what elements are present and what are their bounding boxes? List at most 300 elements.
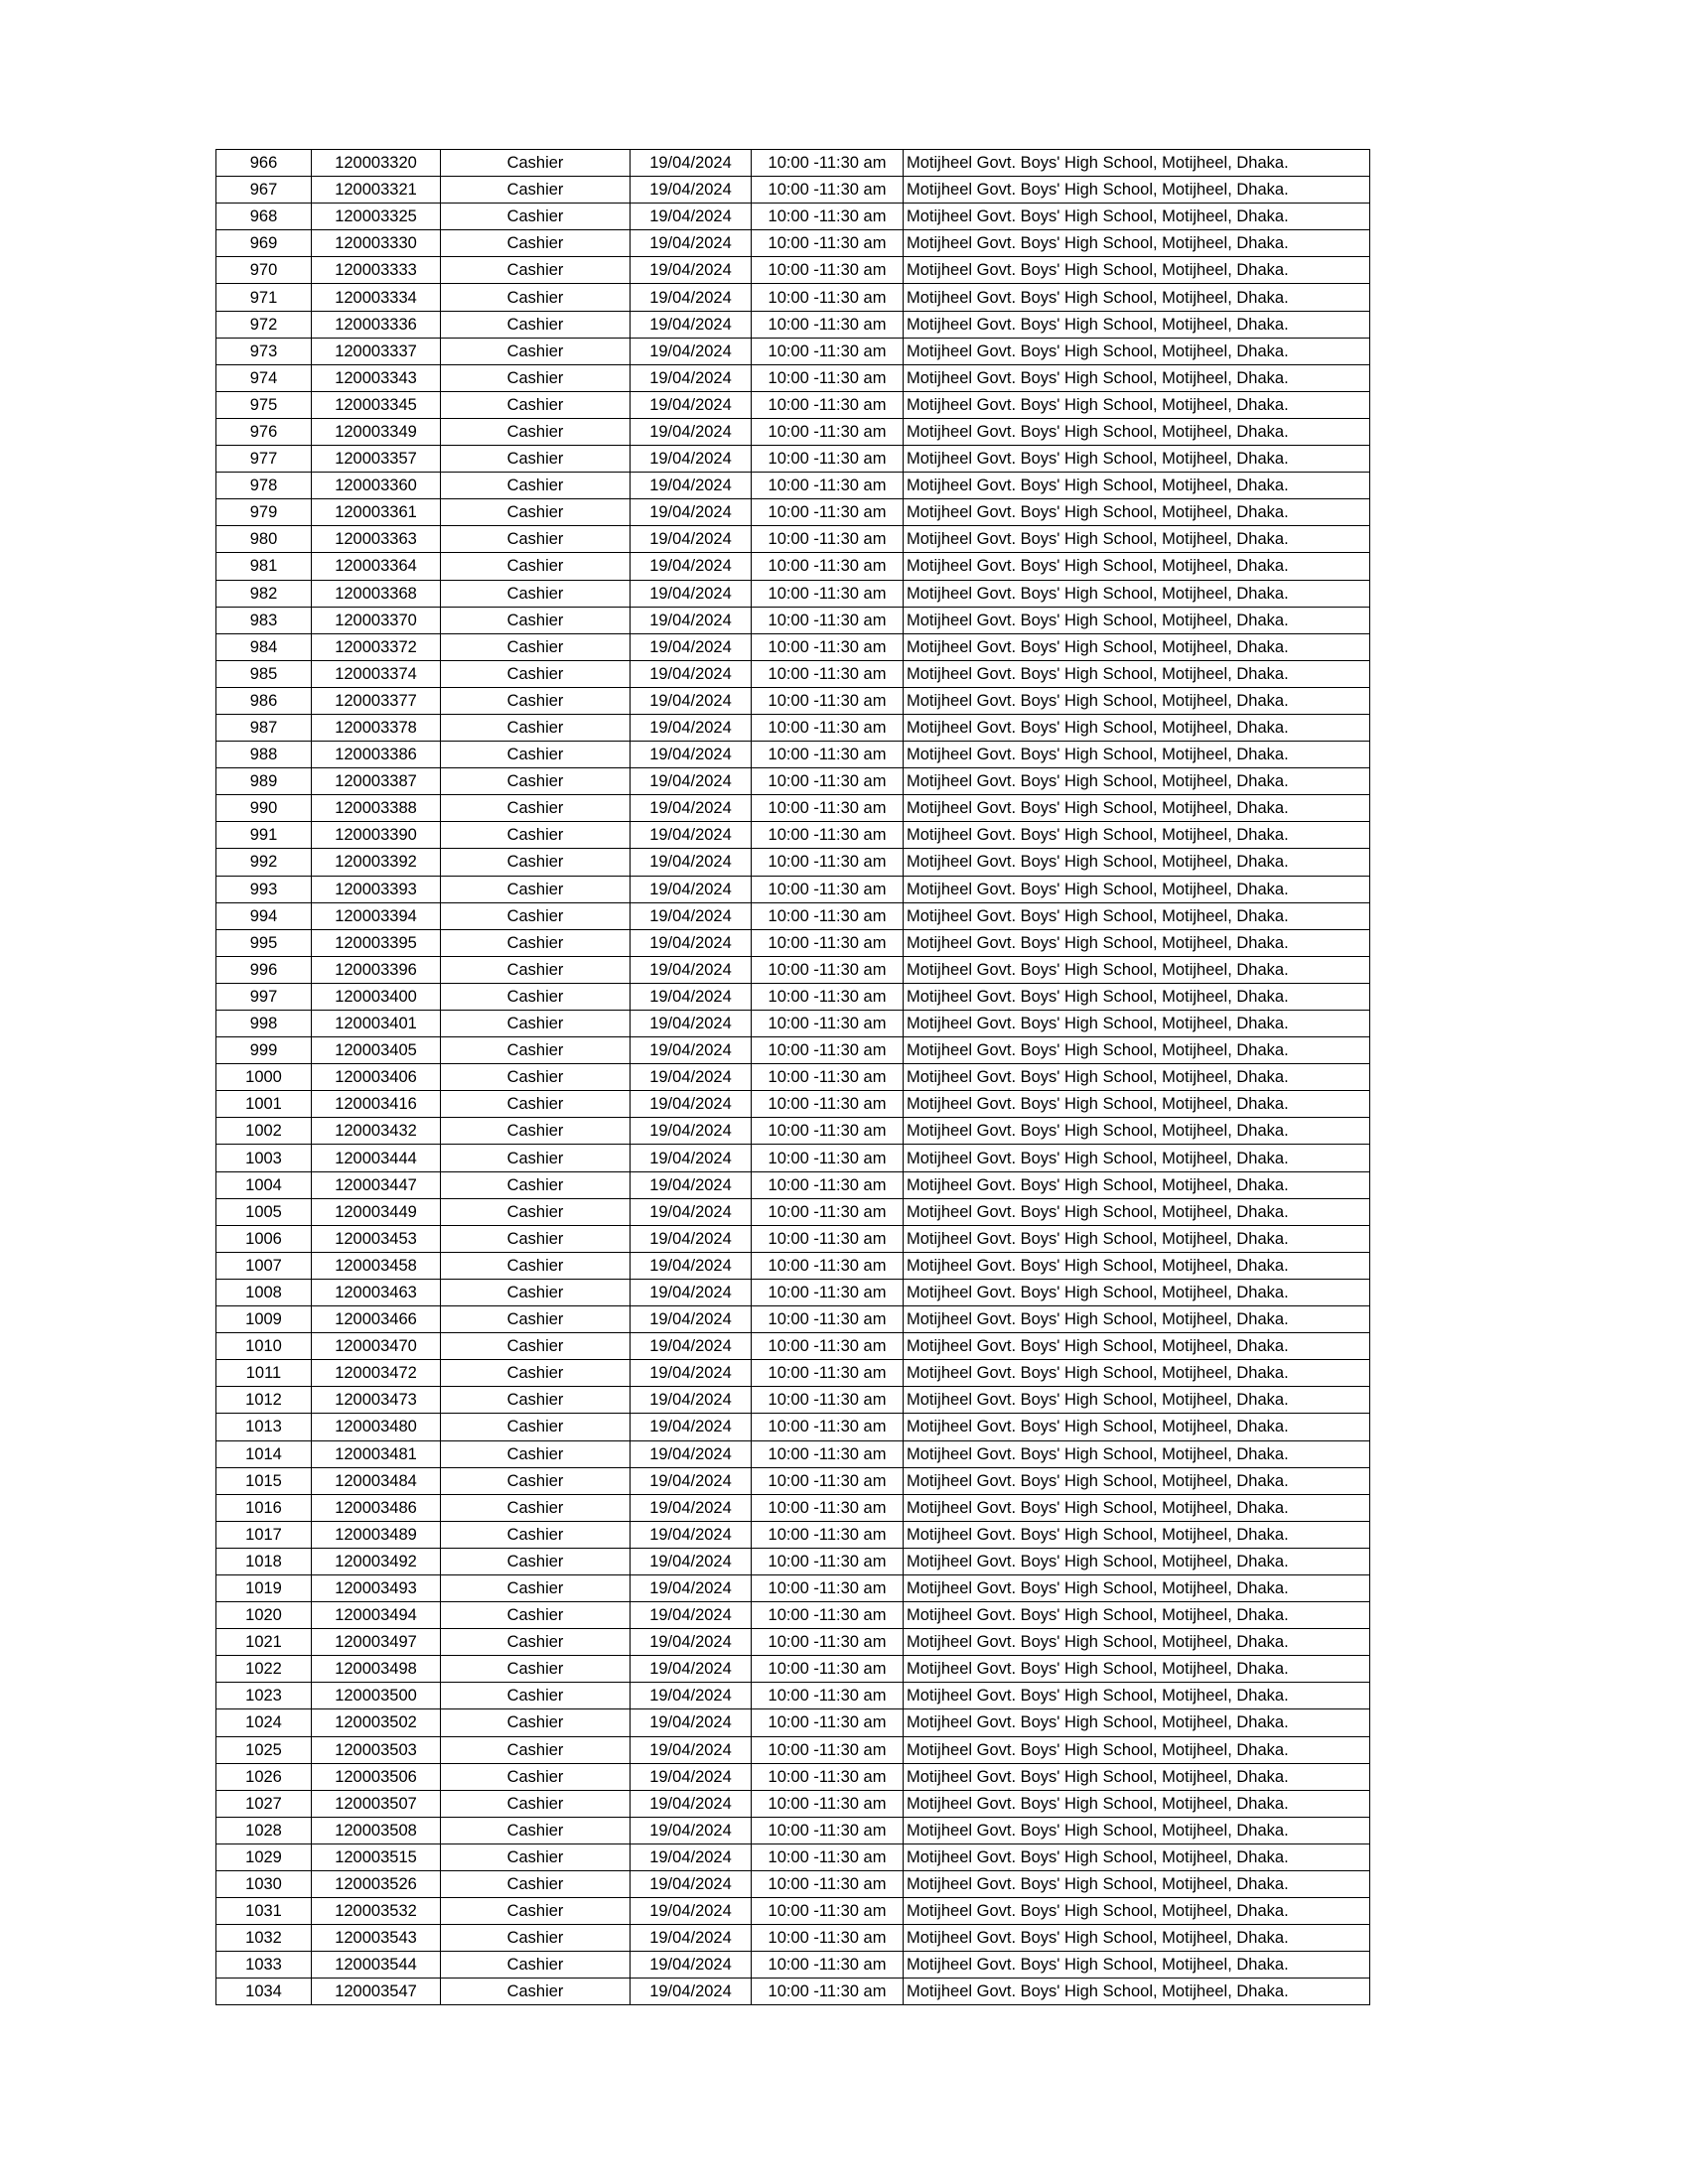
exam-time-cell: 10:00 -11:30 am xyxy=(752,580,904,607)
table-row xyxy=(216,1979,1370,2005)
venue-cell: Motijheel Govt. Boys' High School, Motijheel, Dhaka. xyxy=(904,849,1370,876)
table-row xyxy=(216,902,1370,929)
venue-cell: Motijheel Govt. Boys' High School, Motijheel, Dhaka. xyxy=(904,1709,1370,1736)
roll-number-cell: 120003416 xyxy=(312,1091,441,1118)
exam-time-cell: 10:00 -11:30 am xyxy=(752,849,904,876)
exam-time-cell: 10:00 -11:30 am xyxy=(752,177,904,204)
serial-cell: 1009 xyxy=(216,1306,312,1333)
roll-number-cell: 120003349 xyxy=(312,418,441,445)
venue-cell: Motijheel Govt. Boys' High School, Motijheel, Dhaka. xyxy=(904,1871,1370,1898)
venue-cell: Motijheel Govt. Boys' High School, Motijheel, Dhaka. xyxy=(904,795,1370,822)
exam-date-cell: 19/04/2024 xyxy=(631,1440,752,1467)
exam-date-cell: 19/04/2024 xyxy=(631,526,752,553)
exam-time-cell: 10:00 -11:30 am xyxy=(752,1306,904,1333)
roll-number-cell: 120003330 xyxy=(312,230,441,257)
exam-date-cell: 19/04/2024 xyxy=(631,1709,752,1736)
exam-time-cell: 10:00 -11:30 am xyxy=(752,1118,904,1145)
post-cell: Cashier xyxy=(441,607,631,633)
roll-number-cell: 120003515 xyxy=(312,1843,441,1870)
serial-cell: 999 xyxy=(216,1037,312,1064)
serial-cell: 1033 xyxy=(216,1952,312,1979)
venue-cell: Motijheel Govt. Boys' High School, Motijheel, Dhaka. xyxy=(904,1467,1370,1494)
table-row xyxy=(216,1118,1370,1145)
roll-number-cell: 120003360 xyxy=(312,473,441,499)
post-cell: Cashier xyxy=(441,364,631,391)
serial-cell: 982 xyxy=(216,580,312,607)
post-cell: Cashier xyxy=(441,204,631,230)
venue-cell: Motijheel Govt. Boys' High School, Motijheel, Dhaka. xyxy=(904,902,1370,929)
roll-number-cell: 120003547 xyxy=(312,1979,441,2005)
table-row xyxy=(216,1360,1370,1387)
roll-number-cell: 120003472 xyxy=(312,1360,441,1387)
post-cell: Cashier xyxy=(441,1656,631,1683)
roll-number-cell: 120003486 xyxy=(312,1494,441,1521)
exam-time-cell: 10:00 -11:30 am xyxy=(752,1225,904,1252)
post-cell: Cashier xyxy=(441,284,631,311)
table-row xyxy=(216,553,1370,580)
post-cell: Cashier xyxy=(441,1843,631,1870)
exam-time-cell: 10:00 -11:30 am xyxy=(752,1843,904,1870)
exam-time-cell: 10:00 -11:30 am xyxy=(752,553,904,580)
post-cell: Cashier xyxy=(441,1817,631,1843)
exam-date-cell: 19/04/2024 xyxy=(631,364,752,391)
exam-time-cell: 10:00 -11:30 am xyxy=(752,284,904,311)
venue-cell: Motijheel Govt. Boys' High School, Motijheel, Dhaka. xyxy=(904,364,1370,391)
serial-cell: 973 xyxy=(216,338,312,364)
post-cell: Cashier xyxy=(441,1145,631,1171)
exam-date-cell: 19/04/2024 xyxy=(631,768,752,795)
exam-date-cell: 19/04/2024 xyxy=(631,257,752,284)
post-cell: Cashier xyxy=(441,230,631,257)
post-cell: Cashier xyxy=(441,553,631,580)
exam-time-cell: 10:00 -11:30 am xyxy=(752,1952,904,1979)
exam-time-cell: 10:00 -11:30 am xyxy=(752,391,904,418)
table-row xyxy=(216,742,1370,768)
exam-time-cell: 10:00 -11:30 am xyxy=(752,768,904,795)
table-row xyxy=(216,1011,1370,1037)
exam-time-cell: 10:00 -11:30 am xyxy=(752,1790,904,1817)
table-row xyxy=(216,1602,1370,1629)
exam-date-cell: 19/04/2024 xyxy=(631,1198,752,1225)
venue-cell: Motijheel Govt. Boys' High School, Motijheel, Dhaka. xyxy=(904,1629,1370,1656)
exam-time-cell: 10:00 -11:30 am xyxy=(752,1037,904,1064)
roll-number-cell: 120003406 xyxy=(312,1064,441,1091)
table-row xyxy=(216,1440,1370,1467)
exam-date-cell: 19/04/2024 xyxy=(631,1360,752,1387)
exam-date-cell: 19/04/2024 xyxy=(631,795,752,822)
exam-date-cell: 19/04/2024 xyxy=(631,311,752,338)
roll-number-cell: 120003503 xyxy=(312,1736,441,1763)
serial-cell: 983 xyxy=(216,607,312,633)
table-row xyxy=(216,1306,1370,1333)
table-row xyxy=(216,1763,1370,1790)
table-row xyxy=(216,607,1370,633)
exam-time-cell: 10:00 -11:30 am xyxy=(752,1387,904,1414)
table-row xyxy=(216,177,1370,204)
serial-cell: 1003 xyxy=(216,1145,312,1171)
roll-number-cell: 120003368 xyxy=(312,580,441,607)
exam-time-cell: 10:00 -11:30 am xyxy=(752,1360,904,1387)
serial-cell: 998 xyxy=(216,1011,312,1037)
venue-cell: Motijheel Govt. Boys' High School, Motijheel, Dhaka. xyxy=(904,1925,1370,1952)
roll-number-cell: 120003388 xyxy=(312,795,441,822)
post-cell: Cashier xyxy=(441,1011,631,1037)
roll-number-cell: 120003507 xyxy=(312,1790,441,1817)
exam-date-cell: 19/04/2024 xyxy=(631,1333,752,1360)
post-cell: Cashier xyxy=(441,1548,631,1574)
exam-time-cell: 10:00 -11:30 am xyxy=(752,418,904,445)
post-cell: Cashier xyxy=(441,1225,631,1252)
roll-number-cell: 120003543 xyxy=(312,1925,441,1952)
table-row xyxy=(216,1145,1370,1171)
venue-cell: Motijheel Govt. Boys' High School, Motijheel, Dhaka. xyxy=(904,1494,1370,1521)
post-cell: Cashier xyxy=(441,1360,631,1387)
post-cell: Cashier xyxy=(441,418,631,445)
seat-plan-table xyxy=(215,149,1370,2005)
exam-date-cell: 19/04/2024 xyxy=(631,929,752,956)
exam-time-cell: 10:00 -11:30 am xyxy=(752,1145,904,1171)
exam-time-cell: 10:00 -11:30 am xyxy=(752,607,904,633)
venue-cell: Motijheel Govt. Boys' High School, Motijheel, Dhaka. xyxy=(904,553,1370,580)
post-cell: Cashier xyxy=(441,1790,631,1817)
exam-date-cell: 19/04/2024 xyxy=(631,849,752,876)
exam-date-cell: 19/04/2024 xyxy=(631,1548,752,1574)
venue-cell: Motijheel Govt. Boys' High School, Motijheel, Dhaka. xyxy=(904,257,1370,284)
serial-cell: 987 xyxy=(216,714,312,741)
roll-number-cell: 120003497 xyxy=(312,1629,441,1656)
serial-cell: 984 xyxy=(216,633,312,660)
venue-cell: Motijheel Govt. Boys' High School, Motijheel, Dhaka. xyxy=(904,1387,1370,1414)
roll-number-cell: 120003508 xyxy=(312,1817,441,1843)
venue-cell: Motijheel Govt. Boys' High School, Motijheel, Dhaka. xyxy=(904,526,1370,553)
table-row xyxy=(216,795,1370,822)
table-row xyxy=(216,1548,1370,1574)
venue-cell: Motijheel Govt. Boys' High School, Motijheel, Dhaka. xyxy=(904,311,1370,338)
venue-cell: Motijheel Govt. Boys' High School, Motijheel, Dhaka. xyxy=(904,1548,1370,1574)
table-row xyxy=(216,1333,1370,1360)
post-cell: Cashier xyxy=(441,446,631,473)
post-cell: Cashier xyxy=(441,1683,631,1709)
exam-time-cell: 10:00 -11:30 am xyxy=(752,1979,904,2005)
venue-cell: Motijheel Govt. Boys' High School, Motijheel, Dhaka. xyxy=(904,204,1370,230)
roll-number-cell: 120003463 xyxy=(312,1279,441,1305)
exam-time-cell: 10:00 -11:30 am xyxy=(752,742,904,768)
venue-cell: Motijheel Govt. Boys' High School, Motijheel, Dhaka. xyxy=(904,633,1370,660)
exam-date-cell: 19/04/2024 xyxy=(631,1037,752,1064)
serial-cell: 1011 xyxy=(216,1360,312,1387)
post-cell: Cashier xyxy=(441,1871,631,1898)
post-cell: Cashier xyxy=(441,1763,631,1790)
serial-cell: 1031 xyxy=(216,1898,312,1925)
serial-cell: 977 xyxy=(216,446,312,473)
roll-number-cell: 120003526 xyxy=(312,1871,441,1898)
exam-time-cell: 10:00 -11:30 am xyxy=(752,1574,904,1601)
venue-cell: Motijheel Govt. Boys' High School, Motijheel, Dhaka. xyxy=(904,1252,1370,1279)
post-cell: Cashier xyxy=(441,1898,631,1925)
table-row xyxy=(216,1252,1370,1279)
table-row xyxy=(216,929,1370,956)
serial-cell: 1004 xyxy=(216,1171,312,1198)
table-row xyxy=(216,1925,1370,1952)
exam-date-cell: 19/04/2024 xyxy=(631,1574,752,1601)
post-cell: Cashier xyxy=(441,1467,631,1494)
exam-date-cell: 19/04/2024 xyxy=(631,902,752,929)
exam-time-cell: 10:00 -11:30 am xyxy=(752,795,904,822)
roll-number-cell: 120003361 xyxy=(312,499,441,526)
post-cell: Cashier xyxy=(441,1602,631,1629)
roll-number-cell: 120003363 xyxy=(312,526,441,553)
post-cell: Cashier xyxy=(441,1387,631,1414)
serial-cell: 1007 xyxy=(216,1252,312,1279)
post-cell: Cashier xyxy=(441,1306,631,1333)
roll-number-cell: 120003364 xyxy=(312,553,441,580)
post-cell: Cashier xyxy=(441,822,631,849)
exam-time-cell: 10:00 -11:30 am xyxy=(752,1871,904,1898)
post-cell: Cashier xyxy=(441,1521,631,1548)
venue-cell: Motijheel Govt. Boys' High School, Motijheel, Dhaka. xyxy=(904,983,1370,1010)
roll-number-cell: 120003400 xyxy=(312,983,441,1010)
post-cell: Cashier xyxy=(441,1979,631,2005)
exam-time-cell: 10:00 -11:30 am xyxy=(752,1602,904,1629)
roll-number-cell: 120003325 xyxy=(312,204,441,230)
roll-number-cell: 120003321 xyxy=(312,177,441,204)
exam-time-cell: 10:00 -11:30 am xyxy=(752,1763,904,1790)
exam-date-cell: 19/04/2024 xyxy=(631,1494,752,1521)
table-row xyxy=(216,150,1370,177)
table-row xyxy=(216,391,1370,418)
post-cell: Cashier xyxy=(441,687,631,714)
exam-time-cell: 10:00 -11:30 am xyxy=(752,257,904,284)
serial-cell: 1006 xyxy=(216,1225,312,1252)
exam-date-cell: 19/04/2024 xyxy=(631,876,752,902)
venue-cell: Motijheel Govt. Boys' High School, Motijheel, Dhaka. xyxy=(904,230,1370,257)
exam-date-cell: 19/04/2024 xyxy=(631,391,752,418)
venue-cell: Motijheel Govt. Boys' High School, Motijheel, Dhaka. xyxy=(904,1225,1370,1252)
exam-time-cell: 10:00 -11:30 am xyxy=(752,1198,904,1225)
exam-time-cell: 10:00 -11:30 am xyxy=(752,1521,904,1548)
post-cell: Cashier xyxy=(441,499,631,526)
serial-cell: 988 xyxy=(216,742,312,768)
table-row xyxy=(216,1629,1370,1656)
venue-cell: Motijheel Govt. Boys' High School, Motijheel, Dhaka. xyxy=(904,1011,1370,1037)
serial-cell: 974 xyxy=(216,364,312,391)
table-row xyxy=(216,1790,1370,1817)
exam-date-cell: 19/04/2024 xyxy=(631,1118,752,1145)
table-row xyxy=(216,1709,1370,1736)
exam-time-cell: 10:00 -11:30 am xyxy=(752,311,904,338)
roll-number-cell: 120003502 xyxy=(312,1709,441,1736)
table-row xyxy=(216,338,1370,364)
exam-date-cell: 19/04/2024 xyxy=(631,1898,752,1925)
venue-cell: Motijheel Govt. Boys' High School, Motijheel, Dhaka. xyxy=(904,446,1370,473)
roll-number-cell: 120003458 xyxy=(312,1252,441,1279)
venue-cell: Motijheel Govt. Boys' High School, Motijheel, Dhaka. xyxy=(904,391,1370,418)
exam-time-cell: 10:00 -11:30 am xyxy=(752,1683,904,1709)
serial-cell: 1025 xyxy=(216,1736,312,1763)
venue-cell: Motijheel Govt. Boys' High School, Motijheel, Dhaka. xyxy=(904,1763,1370,1790)
exam-time-cell: 10:00 -11:30 am xyxy=(752,1064,904,1091)
exam-time-cell: 10:00 -11:30 am xyxy=(752,714,904,741)
exam-time-cell: 10:00 -11:30 am xyxy=(752,1414,904,1440)
roll-number-cell: 120003453 xyxy=(312,1225,441,1252)
serial-cell: 1019 xyxy=(216,1574,312,1601)
venue-cell: Motijheel Govt. Boys' High School, Motijheel, Dhaka. xyxy=(904,1979,1370,2005)
venue-cell: Motijheel Govt. Boys' High School, Motijheel, Dhaka. xyxy=(904,1683,1370,1709)
exam-time-cell: 10:00 -11:30 am xyxy=(752,876,904,902)
serial-cell: 995 xyxy=(216,929,312,956)
venue-cell: Motijheel Govt. Boys' High School, Motijheel, Dhaka. xyxy=(904,1306,1370,1333)
exam-time-cell: 10:00 -11:30 am xyxy=(752,526,904,553)
serial-cell: 1012 xyxy=(216,1387,312,1414)
roll-number-cell: 120003396 xyxy=(312,956,441,983)
exam-time-cell: 10:00 -11:30 am xyxy=(752,902,904,929)
table-row xyxy=(216,876,1370,902)
table-row xyxy=(216,1843,1370,1870)
serial-cell: 980 xyxy=(216,526,312,553)
exam-date-cell: 19/04/2024 xyxy=(631,633,752,660)
venue-cell: Motijheel Govt. Boys' High School, Motijheel, Dhaka. xyxy=(904,1037,1370,1064)
exam-date-cell: 19/04/2024 xyxy=(631,1011,752,1037)
roll-number-cell: 120003449 xyxy=(312,1198,441,1225)
table-row xyxy=(216,714,1370,741)
exam-time-cell: 10:00 -11:30 am xyxy=(752,633,904,660)
exam-time-cell: 10:00 -11:30 am xyxy=(752,687,904,714)
roll-number-cell: 120003470 xyxy=(312,1333,441,1360)
post-cell: Cashier xyxy=(441,633,631,660)
serial-cell: 1022 xyxy=(216,1656,312,1683)
roll-number-cell: 120003393 xyxy=(312,876,441,902)
serial-cell: 969 xyxy=(216,230,312,257)
table-row xyxy=(216,284,1370,311)
venue-cell: Motijheel Govt. Boys' High School, Motijheel, Dhaka. xyxy=(904,1521,1370,1548)
table-row xyxy=(216,230,1370,257)
serial-cell: 971 xyxy=(216,284,312,311)
roll-number-cell: 120003334 xyxy=(312,284,441,311)
venue-cell: Motijheel Govt. Boys' High School, Motijheel, Dhaka. xyxy=(904,1736,1370,1763)
table-row xyxy=(216,311,1370,338)
exam-time-cell: 10:00 -11:30 am xyxy=(752,660,904,687)
exam-time-cell: 10:00 -11:30 am xyxy=(752,364,904,391)
serial-cell: 975 xyxy=(216,391,312,418)
venue-cell: Motijheel Govt. Boys' High School, Motijheel, Dhaka. xyxy=(904,499,1370,526)
serial-cell: 1013 xyxy=(216,1414,312,1440)
serial-cell: 986 xyxy=(216,687,312,714)
serial-cell: 981 xyxy=(216,553,312,580)
exam-date-cell: 19/04/2024 xyxy=(631,1414,752,1440)
table-row xyxy=(216,1656,1370,1683)
post-cell: Cashier xyxy=(441,742,631,768)
venue-cell: Motijheel Govt. Boys' High School, Motijheel, Dhaka. xyxy=(904,956,1370,983)
venue-cell: Motijheel Govt. Boys' High School, Motijheel, Dhaka. xyxy=(904,687,1370,714)
table-row xyxy=(216,1467,1370,1494)
table-row xyxy=(216,1225,1370,1252)
exam-time-cell: 10:00 -11:30 am xyxy=(752,204,904,230)
table-row xyxy=(216,446,1370,473)
exam-date-cell: 19/04/2024 xyxy=(631,446,752,473)
post-cell: Cashier xyxy=(441,1171,631,1198)
venue-cell: Motijheel Govt. Boys' High School, Motijheel, Dhaka. xyxy=(904,338,1370,364)
venue-cell: Motijheel Govt. Boys' High School, Motijheel, Dhaka. xyxy=(904,1440,1370,1467)
roll-number-cell: 120003370 xyxy=(312,607,441,633)
table-row xyxy=(216,956,1370,983)
roll-number-cell: 120003544 xyxy=(312,1952,441,1979)
post-cell: Cashier xyxy=(441,391,631,418)
exam-time-cell: 10:00 -11:30 am xyxy=(752,1709,904,1736)
venue-cell: Motijheel Govt. Boys' High School, Motijheel, Dhaka. xyxy=(904,1118,1370,1145)
post-cell: Cashier xyxy=(441,1925,631,1952)
serial-cell: 1016 xyxy=(216,1494,312,1521)
roll-number-cell: 120003401 xyxy=(312,1011,441,1037)
exam-date-cell: 19/04/2024 xyxy=(631,1871,752,1898)
exam-date-cell: 19/04/2024 xyxy=(631,150,752,177)
serial-cell: 985 xyxy=(216,660,312,687)
exam-date-cell: 19/04/2024 xyxy=(631,607,752,633)
post-cell: Cashier xyxy=(441,1037,631,1064)
exam-date-cell: 19/04/2024 xyxy=(631,580,752,607)
post-cell: Cashier xyxy=(441,1252,631,1279)
table-row xyxy=(216,1736,1370,1763)
serial-cell: 992 xyxy=(216,849,312,876)
exam-date-cell: 19/04/2024 xyxy=(631,1763,752,1790)
roll-number-cell: 120003466 xyxy=(312,1306,441,1333)
serial-cell: 1030 xyxy=(216,1871,312,1898)
post-cell: Cashier xyxy=(441,1198,631,1225)
post-cell: Cashier xyxy=(441,1064,631,1091)
serial-cell: 1008 xyxy=(216,1279,312,1305)
table-row xyxy=(216,1952,1370,1979)
serial-cell: 1034 xyxy=(216,1979,312,2005)
venue-cell: Motijheel Govt. Boys' High School, Motijheel, Dhaka. xyxy=(904,1790,1370,1817)
serial-cell: 997 xyxy=(216,983,312,1010)
post-cell: Cashier xyxy=(441,1414,631,1440)
table-row xyxy=(216,687,1370,714)
exam-time-cell: 10:00 -11:30 am xyxy=(752,1898,904,1925)
roll-number-cell: 120003357 xyxy=(312,446,441,473)
serial-cell: 1002 xyxy=(216,1118,312,1145)
post-cell: Cashier xyxy=(441,956,631,983)
exam-date-cell: 19/04/2024 xyxy=(631,956,752,983)
serial-cell: 993 xyxy=(216,876,312,902)
table-row xyxy=(216,204,1370,230)
roll-number-cell: 120003484 xyxy=(312,1467,441,1494)
roll-number-cell: 120003480 xyxy=(312,1414,441,1440)
table-row xyxy=(216,1521,1370,1548)
exam-date-cell: 19/04/2024 xyxy=(631,553,752,580)
venue-cell: Motijheel Govt. Boys' High School, Motijheel, Dhaka. xyxy=(904,150,1370,177)
exam-time-cell: 10:00 -11:30 am xyxy=(752,1252,904,1279)
roll-number-cell: 120003481 xyxy=(312,1440,441,1467)
post-cell: Cashier xyxy=(441,150,631,177)
roll-number-cell: 120003372 xyxy=(312,633,441,660)
serial-cell: 968 xyxy=(216,204,312,230)
roll-number-cell: 120003337 xyxy=(312,338,441,364)
exam-time-cell: 10:00 -11:30 am xyxy=(752,338,904,364)
exam-date-cell: 19/04/2024 xyxy=(631,983,752,1010)
roll-number-cell: 120003489 xyxy=(312,1521,441,1548)
serial-cell: 996 xyxy=(216,956,312,983)
exam-date-cell: 19/04/2024 xyxy=(631,1656,752,1683)
roll-number-cell: 120003394 xyxy=(312,902,441,929)
exam-time-cell: 10:00 -11:30 am xyxy=(752,1171,904,1198)
serial-cell: 1023 xyxy=(216,1683,312,1709)
serial-cell: 1024 xyxy=(216,1709,312,1736)
table-row xyxy=(216,1064,1370,1091)
venue-cell: Motijheel Govt. Boys' High School, Motijheel, Dhaka. xyxy=(904,768,1370,795)
post-cell: Cashier xyxy=(441,768,631,795)
exam-date-cell: 19/04/2024 xyxy=(631,284,752,311)
exam-time-cell: 10:00 -11:30 am xyxy=(752,230,904,257)
exam-date-cell: 19/04/2024 xyxy=(631,1790,752,1817)
